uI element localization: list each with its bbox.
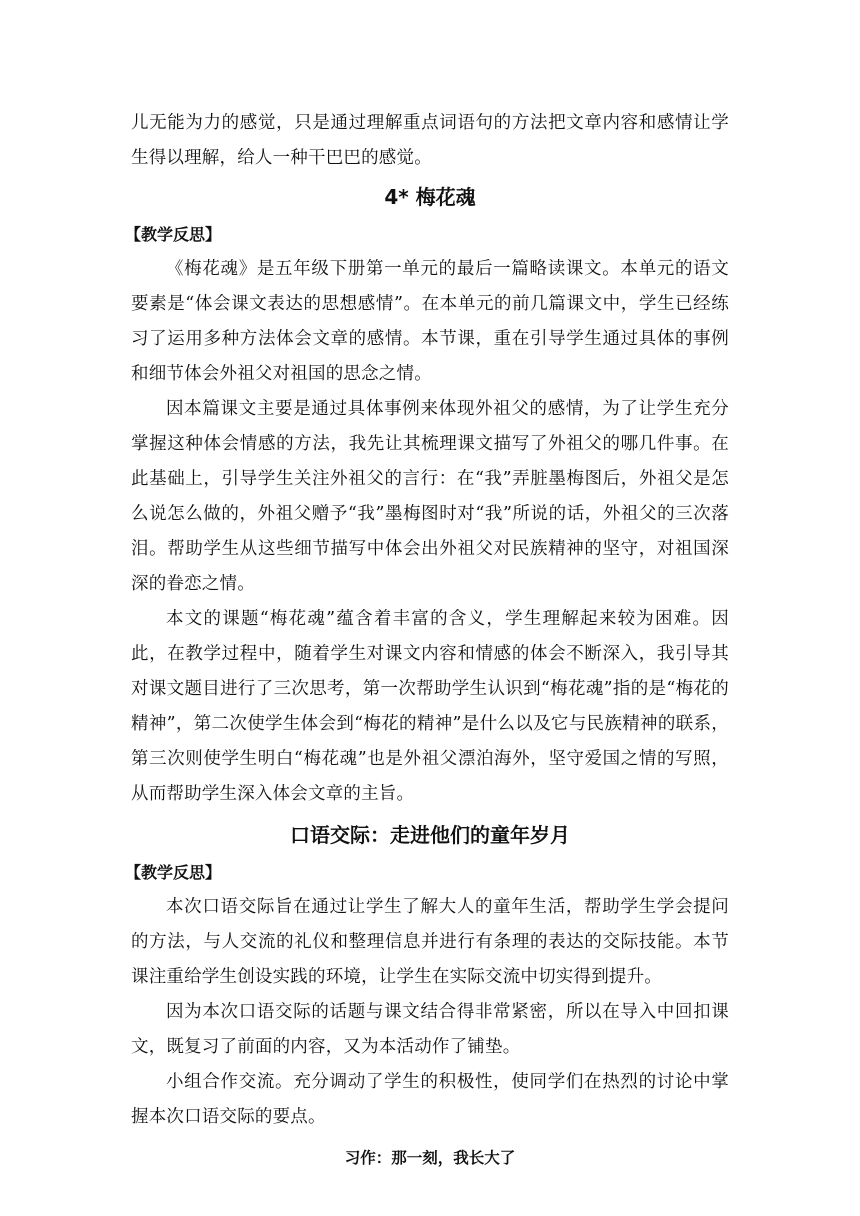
body-paragraph: 小组合作交流。充分调动了学生的积极性，使同学们在热烈的讨论中掌握本次口语交际的要点。 [131,1072,729,1127]
body-paragraph: 本文的课题“梅花魂”蕴含着丰富的含义，学生理解起来较为困难。因此，在教学过程中，随着学生对课文内容和情感的体会不断深入，我引导其对课文题目进行了三次思考，第一次帮助学生认识到“梅花魂”指的是“梅花的精神”，第二次使学生体会到“梅花的精神”是什么以及它与民族精神的联系，第三次则使学生明白“梅花魂”也是外祖父漂泊海外，坚守爱国之情的写照，从而帮助学生深入体会文章的主旨。 [131,609,729,804]
document-body [125,106,729,1178]
body-paragraph: 本次口语交际旨在通过让学生了解大人的童年生活，帮助学生学会提问的方法，与人交流的礼仪和整理信息并进行有条理的表达的交际技能。本节课注重给学生创设实践的环境，让学生在实际交流中切实得到提升。 [131,897,729,987]
body-paragraph: 《梅花魂》是五年级下册第一单元的最后一篇略读课文。本单元的语文要素是“体会课文表达的思想感情”。在本单元的前几篇课文中，学生已经练习了运用多种方法体会文章的感情。本节课，重在引导学生通过具体的事例和细节体会外祖父对祖国的思念之情。 [131,259,729,384]
section-title-oral-communication: 口语交际：走进他们的童年岁月 [290,823,570,847]
section-title-meihuahun: 4* 梅花魂 [384,185,476,209]
body-paragraph: 因为本次口语交际的话题与课文结合得非常紧密，所以在导入中回扣课文，既复习了前面的内容，又为本活动作了铺垫。 [131,1002,729,1057]
teaching-reflection-label: 【教学反思】 [125,863,222,882]
intro-paragraph: 儿无能为力的感觉，只是通过理解重点词语句的方法把文章内容和感情让学生得以理解，给人一种干巴巴的感觉。 [131,113,729,168]
body-paragraph: 因本篇课文主要是通过具体事例来体现外祖父的感情，为了让学生充分掌握这种体会情感的方法，我先让其梳理课文描写了外祖父的哪几件事。在此基础上，引导学生关注外祖父的言行：在“我”弄脏墨梅图后，外祖父是怎么说怎么做的，外祖父赠予“我”墨梅图时对“我”所说的话，外祖父的三次落泪。帮助学生从这些细节描写中体会出外祖父对民族精神的坚守，对祖国深深的眷恋之情。 [131,399,729,594]
section-title-writing: 习作：那一刻，我长大了 [344,1149,516,1167]
teaching-reflection-label: 【教学反思】 [125,225,222,244]
